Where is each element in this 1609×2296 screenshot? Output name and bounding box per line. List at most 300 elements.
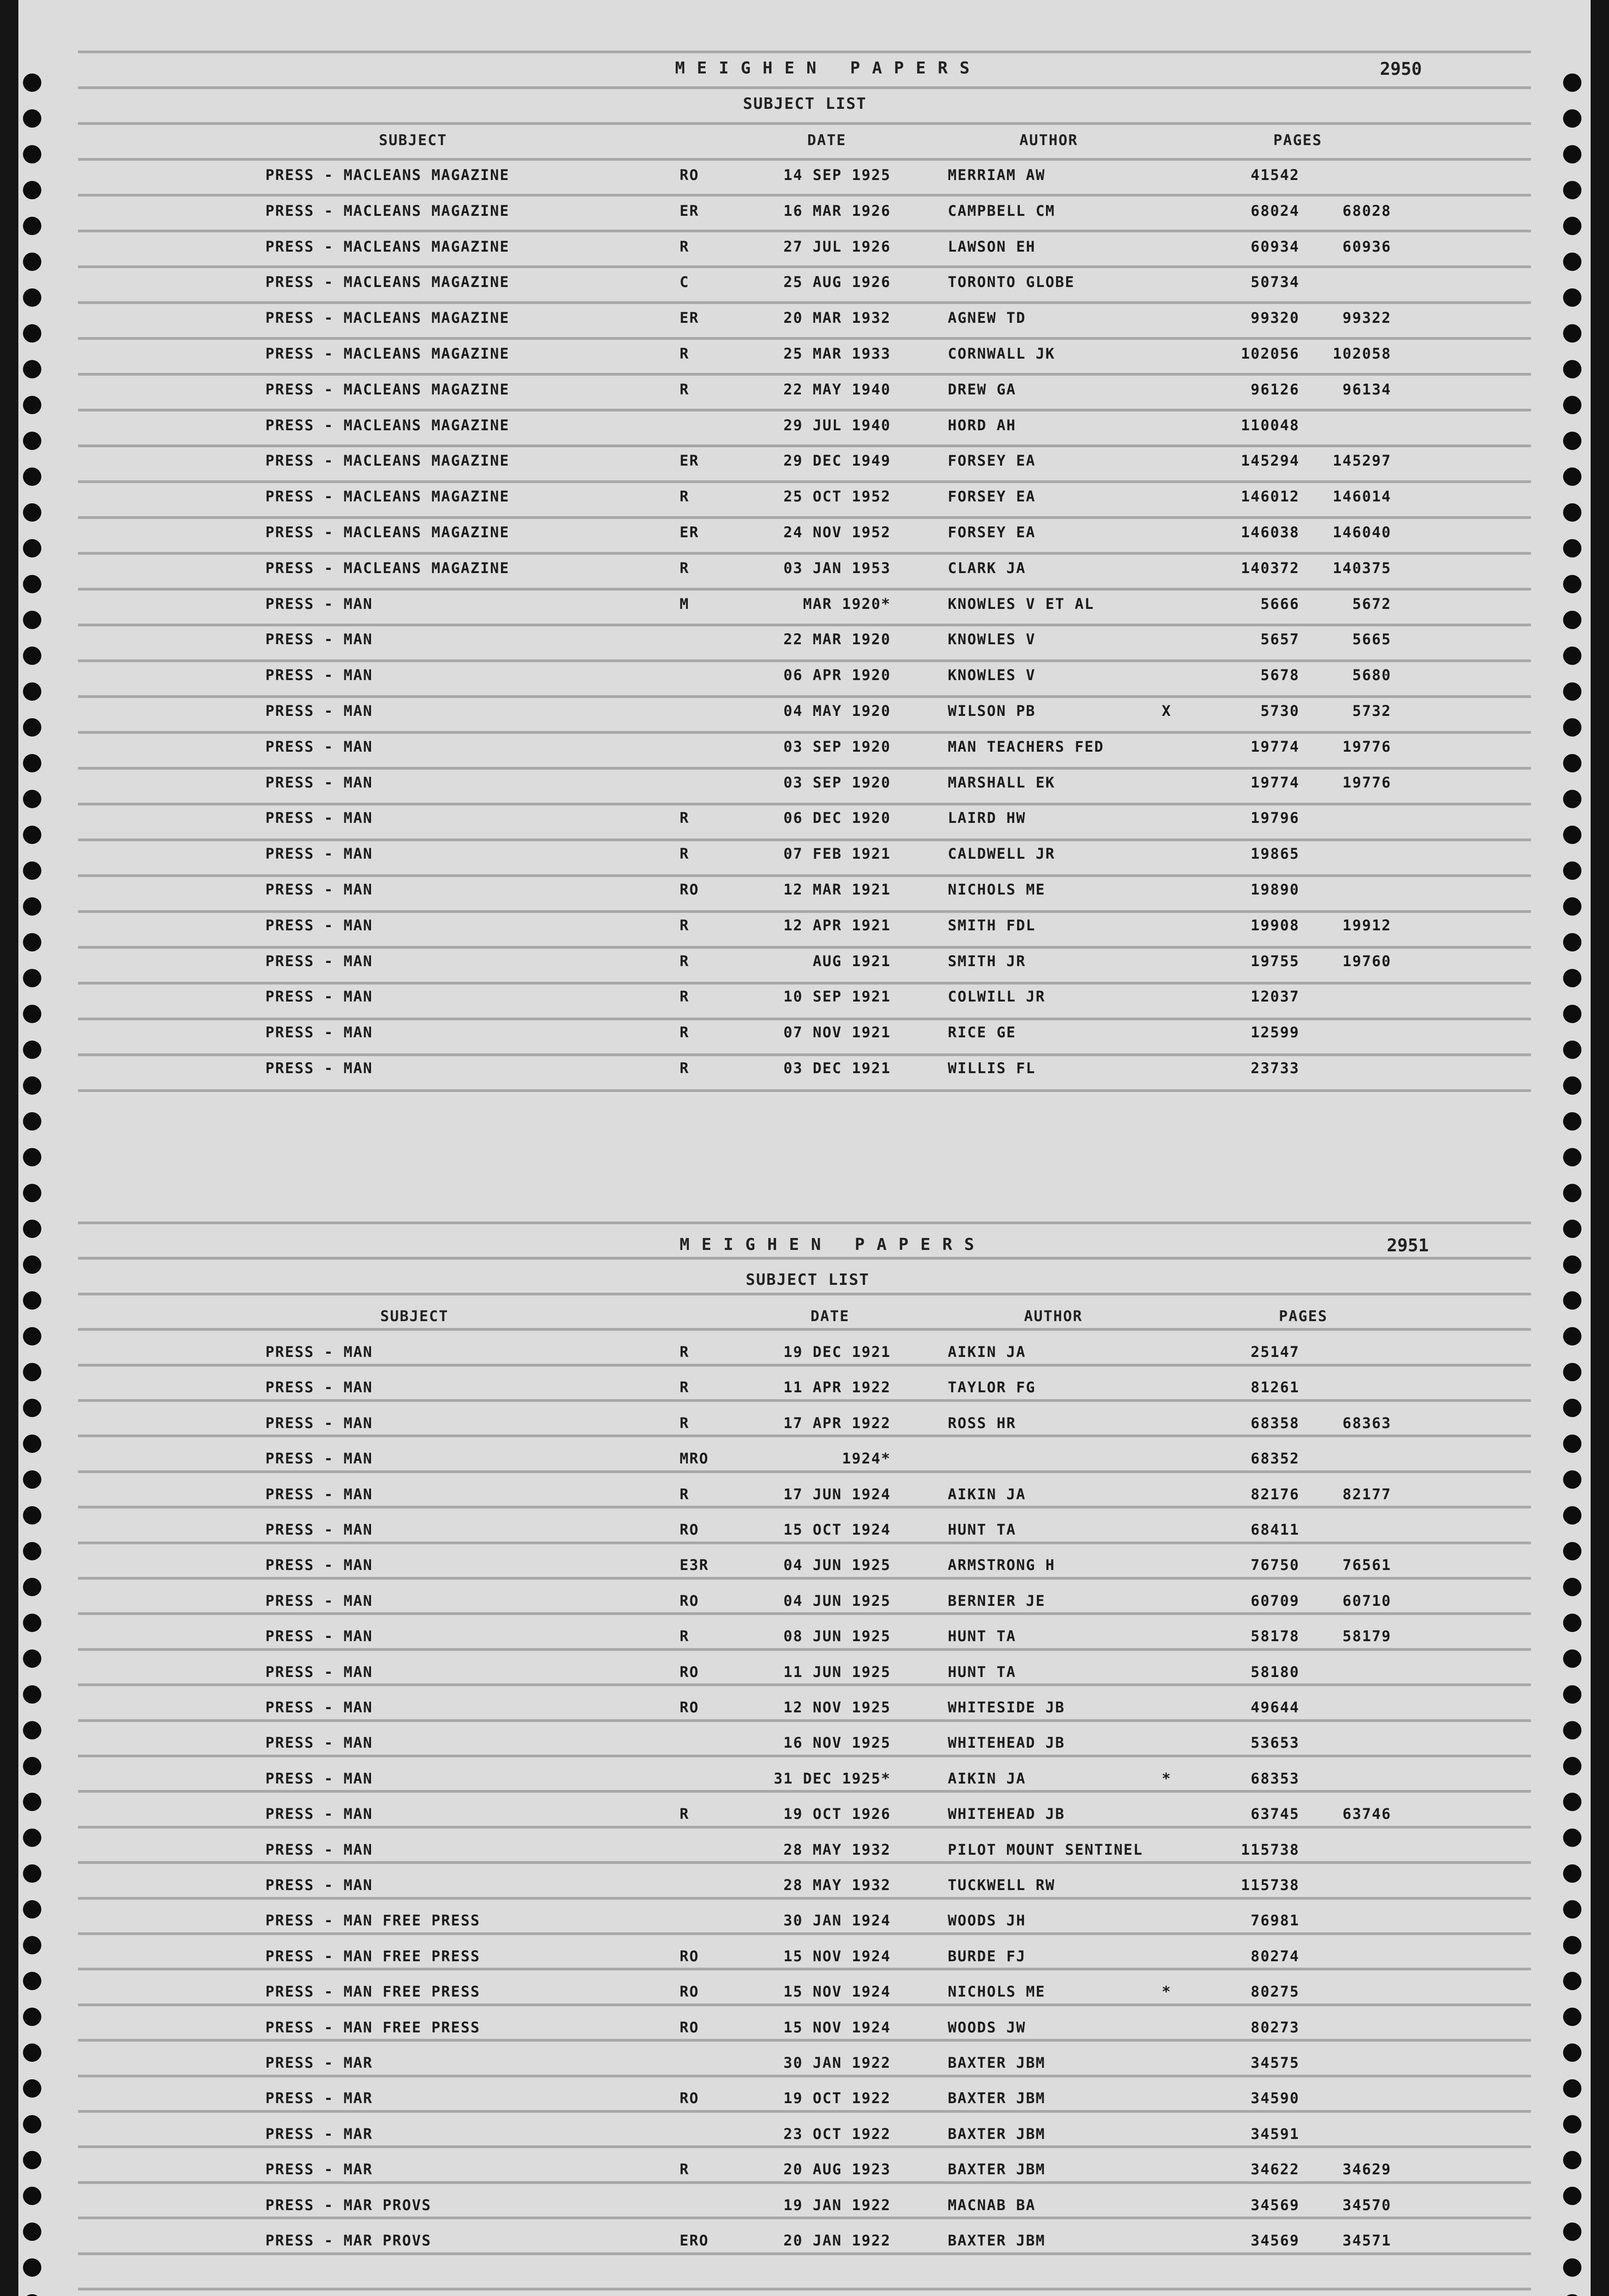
code-cell: R — [680, 1059, 690, 1077]
date-cell: 25 OCT 1952 — [783, 488, 891, 506]
author-cell: KNOWLES V — [948, 666, 1036, 684]
date-cell: 16 NOV 1925 — [783, 1734, 891, 1752]
author-cell: KNOWLES V — [948, 630, 1036, 648]
header-pages: PAGES — [1279, 1307, 1328, 1325]
page-start-cell: 60934 — [1250, 237, 1300, 255]
subject-cell: PRESS - MAN — [265, 988, 373, 1006]
header-date: DATE — [807, 131, 847, 149]
date-cell: 19 OCT 1926 — [783, 1805, 891, 1823]
page-end-cell: 140375 — [1333, 559, 1391, 577]
page-start-cell: 96126 — [1250, 380, 1300, 398]
table-row — [18, 809, 1591, 845]
subject-cell: PRESS - MAN — [265, 1379, 373, 1396]
header-author: AUTHOR — [1019, 131, 1078, 149]
page-start-cell: 99320 — [1250, 309, 1300, 327]
table-row — [18, 559, 1591, 595]
table-row — [18, 1770, 1591, 1806]
author-cell: RICE GE — [948, 1024, 1016, 1041]
tractor-hole-icon — [23, 1112, 41, 1131]
page-start-cell: 25147 — [1250, 1343, 1300, 1361]
page-start-cell: 19865 — [1250, 845, 1300, 863]
subject-cell: PRESS - MACLEANS MAGAZINE — [265, 345, 510, 362]
table-row — [18, 2019, 1591, 2054]
subject-cell: PRESS - MAN — [265, 1414, 373, 1432]
author-cell: CALDWELL JR — [948, 845, 1055, 863]
code-cell: ER — [680, 202, 699, 219]
date-cell: 12 NOV 1925 — [783, 1699, 891, 1716]
date-cell: 29 JUL 1940 — [783, 416, 891, 434]
code-cell: RO — [680, 1592, 699, 1609]
page-start-cell: 102056 — [1241, 345, 1300, 362]
tractor-hole-icon — [23, 109, 41, 128]
tractor-hole-icon — [1563, 145, 1581, 163]
table-row — [18, 1486, 1591, 1521]
subject-cell: PRESS - MAR — [265, 2125, 373, 2143]
page-end-cell: 146040 — [1333, 523, 1391, 541]
table-row — [18, 1947, 1591, 1983]
page-start-cell: 19908 — [1250, 916, 1300, 934]
author-cell: KNOWLES V ET AL — [948, 595, 1094, 613]
mark-cell: * — [1162, 1769, 1172, 1787]
subject-cell: PRESS - MAR PROVS — [265, 2196, 432, 2214]
subject-cell: PRESS - MACLEANS MAGAZINE — [265, 202, 510, 219]
code-cell: R — [680, 1627, 690, 1645]
code-cell: RO — [680, 166, 699, 184]
subject-cell: PRESS - MAN — [265, 737, 373, 755]
table-row — [18, 1805, 1591, 1841]
page-end-cell: 63746 — [1342, 1805, 1391, 1823]
form-rule — [78, 1328, 1531, 1331]
date-cell: 28 MAY 1932 — [783, 1840, 891, 1858]
subject-cell: PRESS - MACLEANS MAGAZINE — [265, 380, 510, 398]
table-row — [18, 1876, 1591, 1912]
form-rule — [78, 122, 1531, 125]
code-cell: R — [680, 845, 690, 863]
tractor-hole-icon — [1563, 1148, 1581, 1166]
author-cell: AIKIN JA — [948, 1343, 1026, 1361]
table-row — [18, 1024, 1591, 1059]
table-row — [18, 1414, 1591, 1450]
form-rule — [78, 1257, 1531, 1260]
date-cell: 22 MAY 1940 — [783, 380, 891, 398]
sheet-title: MEIGHEN PAPERS — [680, 1235, 986, 1254]
microfilm-page — [18, 0, 1591, 2296]
code-cell: R — [680, 916, 690, 934]
tractor-hole-icon — [23, 1220, 41, 1238]
page-end-cell: 5680 — [1352, 666, 1391, 684]
form-rule — [78, 158, 1531, 161]
author-cell: TUCKWELL RW — [948, 1876, 1055, 1894]
date-cell: 30 JAN 1922 — [783, 2054, 891, 2071]
form-rule — [78, 1293, 1531, 1295]
table-row — [18, 1734, 1591, 1770]
author-cell: ROSS HR — [948, 1414, 1016, 1432]
date-cell: 17 APR 1922 — [783, 1414, 891, 1432]
table-row — [18, 1699, 1591, 1734]
form-rule — [78, 1221, 1531, 1224]
author-cell: BAXTER JBM — [948, 2125, 1046, 2143]
date-cell: 06 DEC 1920 — [783, 809, 891, 827]
date-cell: 03 SEP 1920 — [783, 737, 891, 755]
tractor-hole-icon — [1563, 1220, 1581, 1238]
page-start-cell: 5657 — [1260, 630, 1300, 648]
subject-cell: PRESS - MAN — [265, 666, 373, 684]
date-cell: AUG 1921 — [812, 952, 891, 970]
page-start-cell: 146012 — [1241, 488, 1300, 506]
date-cell: 19 OCT 1922 — [783, 2089, 891, 2107]
date-cell: 14 SEP 1925 — [783, 166, 891, 184]
code-cell: R — [680, 488, 690, 506]
author-cell: AIKIN JA — [948, 1485, 1026, 1503]
page-end-cell: 68363 — [1342, 1414, 1391, 1432]
page-start-cell: 76981 — [1250, 1912, 1300, 1930]
header-subject: SUBJECT — [380, 1307, 449, 1325]
table-row — [18, 2089, 1591, 2125]
page-start-cell: 68024 — [1250, 202, 1300, 219]
code-cell: RO — [680, 2018, 699, 2036]
table-row — [18, 416, 1591, 452]
tractor-hole-icon — [23, 1184, 41, 1202]
tractor-hole-icon — [23, 1148, 41, 1166]
date-cell: MAR 1920* — [803, 595, 891, 613]
table-row — [18, 702, 1591, 738]
author-cell: FORSEY EA — [948, 488, 1036, 506]
table-row — [18, 1663, 1591, 1699]
tractor-hole-icon — [23, 1291, 41, 1310]
page-end-cell: 102058 — [1333, 345, 1391, 362]
date-cell: 04 JUN 1925 — [783, 1592, 891, 1609]
form-rule — [78, 2288, 1531, 2290]
code-cell: ER — [680, 452, 699, 470]
date-cell: 04 MAY 1920 — [783, 702, 891, 720]
table-row — [18, 1059, 1591, 1095]
table-row — [18, 1556, 1591, 1592]
page-end-cell: 19760 — [1342, 952, 1391, 970]
subject-cell: PRESS - MAN — [265, 595, 373, 613]
subject-cell: PRESS - MAN — [265, 1521, 373, 1538]
table-row — [18, 774, 1591, 810]
page-start-cell: 50734 — [1250, 273, 1300, 291]
author-cell: PILOT MOUNT SENTINEL — [948, 1840, 1143, 1858]
author-cell: SMITH JR — [948, 952, 1026, 970]
date-cell: 03 DEC 1921 — [783, 1059, 891, 1077]
code-cell: RO — [680, 881, 699, 898]
page-end-cell: 5672 — [1352, 595, 1391, 613]
table-row — [18, 952, 1591, 988]
subject-cell: PRESS - MACLEANS MAGAZINE — [265, 237, 510, 255]
author-cell: BAXTER JBM — [948, 2089, 1046, 2107]
code-cell: RO — [680, 1983, 699, 2001]
page-start-cell: 60709 — [1250, 1592, 1300, 1609]
author-cell: COLWILL JR — [948, 988, 1046, 1006]
table-row — [18, 988, 1591, 1024]
page-start-cell: 68358 — [1250, 1414, 1300, 1432]
page-end-cell: 82177 — [1342, 1485, 1391, 1503]
page-start-cell: 34591 — [1250, 2125, 1300, 2143]
page-start-cell: 23733 — [1250, 1059, 1300, 1077]
subject-cell: PRESS - MAN — [265, 773, 373, 791]
subject-cell: PRESS - MAN — [265, 1024, 373, 1041]
author-cell: WHITEHEAD JB — [948, 1805, 1065, 1823]
author-cell: SMITH FDL — [948, 916, 1036, 934]
page-end-cell: 5665 — [1352, 630, 1391, 648]
author-cell: NICHOLS ME — [948, 1983, 1046, 2001]
table-row — [18, 345, 1591, 381]
date-cell: 11 APR 1922 — [783, 1379, 891, 1396]
page-start-cell: 146038 — [1241, 523, 1300, 541]
page-end-cell: 58179 — [1342, 1627, 1391, 1645]
page-end-cell: 34629 — [1342, 2161, 1391, 2178]
tractor-hole-icon — [23, 73, 41, 92]
page-end-cell: 34571 — [1342, 2232, 1391, 2249]
page-end-cell: 34570 — [1342, 2196, 1391, 2214]
author-cell: AGNEW TD — [948, 309, 1026, 327]
subject-cell: PRESS - MAN — [265, 1805, 373, 1823]
tractor-hole-icon — [1563, 1255, 1581, 1274]
table-row — [18, 523, 1591, 559]
code-cell: RO — [680, 1947, 699, 1965]
page-end-cell: 146014 — [1333, 488, 1391, 506]
page-start-cell: 82176 — [1250, 1485, 1300, 1503]
table-row — [18, 845, 1591, 881]
code-cell: R — [680, 559, 690, 577]
date-cell: 19 DEC 1921 — [783, 1343, 891, 1361]
date-cell: 22 MAR 1920 — [783, 630, 891, 648]
author-cell: WHITESIDE JB — [948, 1699, 1065, 1716]
date-cell: 1924* — [842, 1450, 891, 1468]
code-cell: R — [680, 2161, 690, 2178]
date-cell: 23 OCT 1922 — [783, 2125, 891, 2143]
page-start-cell: 140372 — [1241, 559, 1300, 577]
author-cell: HUNT TA — [948, 1663, 1016, 1681]
date-cell: 15 OCT 1924 — [783, 1521, 891, 1538]
page-start-cell: 63745 — [1250, 1805, 1300, 1823]
date-cell: 15 NOV 1924 — [783, 1947, 891, 1965]
date-cell: 25 AUG 1926 — [783, 273, 891, 291]
date-cell: 12 MAR 1921 — [783, 881, 891, 898]
table-row — [18, 630, 1591, 666]
page-start-cell: 34575 — [1250, 2054, 1300, 2071]
date-cell: 27 JUL 1926 — [783, 237, 891, 255]
author-cell: BURDE FJ — [948, 1947, 1026, 1965]
code-cell: MRO — [680, 1450, 709, 1468]
date-cell: 03 SEP 1920 — [783, 773, 891, 791]
subject-cell: PRESS - MAN — [265, 1627, 373, 1645]
code-cell: C — [680, 273, 690, 291]
date-cell: 29 DEC 1949 — [783, 452, 891, 470]
author-cell: BERNIER JE — [948, 1592, 1046, 1609]
code-cell: R — [680, 1485, 690, 1503]
author-cell: NICHOLS ME — [948, 881, 1046, 898]
page-end-cell: 60710 — [1342, 1592, 1391, 1609]
date-cell: 19 JAN 1922 — [783, 2196, 891, 2214]
table-row — [18, 738, 1591, 774]
table-row — [18, 309, 1591, 345]
date-cell: 17 JUN 1924 — [783, 1485, 891, 1503]
table-row — [18, 2161, 1591, 2196]
mark-cell: * — [1162, 1983, 1172, 2001]
page-start-cell: 34590 — [1250, 2089, 1300, 2107]
page-start-cell: 115738 — [1241, 1876, 1300, 1894]
date-cell: 20 AUG 1923 — [783, 2161, 891, 2178]
header-pages: PAGES — [1273, 131, 1322, 149]
subject-cell: PRESS - MAN — [265, 1343, 373, 1361]
tractor-hole-icon — [1563, 1291, 1581, 1310]
code-cell: RO — [680, 1699, 699, 1716]
page-end-cell: 5732 — [1352, 702, 1391, 720]
page-start-cell: 68411 — [1250, 1521, 1300, 1538]
page-start-cell: 81261 — [1250, 1379, 1300, 1396]
subject-cell: PRESS - MAN — [265, 1059, 373, 1077]
author-cell: WOODS JW — [948, 2018, 1026, 2036]
author-cell: CAMPBELL CM — [948, 202, 1055, 219]
page-start-cell: 49644 — [1250, 1699, 1300, 1716]
author-cell: TORONTO GLOBE — [948, 273, 1075, 291]
code-cell: R — [680, 988, 690, 1006]
code-cell: R — [680, 1343, 690, 1361]
tractor-hole-icon — [1563, 73, 1581, 92]
tractor-hole-icon — [23, 1327, 41, 1345]
date-cell: 25 MAR 1933 — [783, 345, 891, 362]
table-row — [18, 917, 1591, 952]
subject-cell: PRESS - MAN — [265, 630, 373, 648]
subject-cell: PRESS - MAN — [265, 1556, 373, 1574]
page-start-cell: 34622 — [1250, 2161, 1300, 2178]
page-end-cell: 145297 — [1333, 452, 1391, 470]
code-cell: R — [680, 345, 690, 362]
code-cell: R — [680, 380, 690, 398]
subject-cell: PRESS - MAN — [265, 1663, 373, 1681]
date-cell: 10 SEP 1921 — [783, 988, 891, 1006]
tractor-hole-icon — [23, 145, 41, 163]
header-date: DATE — [810, 1307, 850, 1325]
subject-cell: PRESS - MAN — [265, 809, 373, 827]
subject-cell: PRESS - MAN — [265, 1592, 373, 1609]
page-start-cell: 5666 — [1260, 595, 1300, 613]
page-start-cell: 80273 — [1250, 2018, 1300, 2036]
page-start-cell: 68353 — [1250, 1769, 1300, 1787]
date-cell: 15 NOV 1924 — [783, 1983, 891, 2001]
page-start-cell: 12599 — [1250, 1024, 1300, 1041]
author-cell: LAIRD HW — [948, 809, 1026, 827]
table-row — [18, 2196, 1591, 2232]
page-end-cell: 19776 — [1342, 737, 1391, 755]
table-row — [18, 2232, 1591, 2268]
author-cell: FORSEY EA — [948, 523, 1036, 541]
table-row — [18, 488, 1591, 523]
subject-cell: PRESS - MAR — [265, 2161, 373, 2178]
tractor-hole-icon — [1563, 2294, 1581, 2296]
table-row — [18, 1521, 1591, 1557]
page-start-cell: 68352 — [1250, 1450, 1300, 1468]
author-cell: CORNWALL JK — [948, 345, 1055, 362]
form-rule — [78, 86, 1531, 89]
header-subject: SUBJECT — [379, 131, 447, 149]
table-row — [18, 666, 1591, 702]
table-row — [18, 1627, 1591, 1663]
page-start-cell: 34569 — [1250, 2232, 1300, 2249]
page-start-cell: 19774 — [1250, 737, 1300, 755]
table-row — [18, 2125, 1591, 2161]
subject-list-heading: SUBJECT LIST — [743, 95, 867, 113]
subject-list-heading: SUBJECT LIST — [746, 1271, 870, 1289]
author-cell: WILSON PB — [948, 702, 1036, 720]
date-cell: 20 JAN 1922 — [783, 2232, 891, 2249]
table-row — [18, 1841, 1591, 1877]
subject-cell: PRESS - MAN — [265, 1840, 373, 1858]
page-start-cell: 41542 — [1250, 166, 1300, 184]
page-start-cell: 80275 — [1250, 1983, 1300, 2001]
date-cell: 24 NOV 1952 — [783, 523, 891, 541]
code-cell: M — [680, 595, 690, 613]
date-cell: 06 APR 1920 — [783, 666, 891, 684]
date-cell: 12 APR 1921 — [783, 916, 891, 934]
author-cell: WHITEHEAD JB — [948, 1734, 1065, 1752]
subject-cell: PRESS - MACLEANS MAGAZINE — [265, 416, 510, 434]
subject-cell: PRESS - MACLEANS MAGAZINE — [265, 452, 510, 470]
author-cell: TAYLOR FG — [948, 1379, 1036, 1396]
subject-cell: PRESS - MAR PROVS — [265, 2232, 432, 2249]
page-end-cell: 76561 — [1342, 1556, 1391, 1574]
code-cell: ER — [680, 309, 699, 327]
page-end-cell: 96134 — [1342, 380, 1391, 398]
page-end-cell: 19912 — [1342, 916, 1391, 934]
table-row — [18, 273, 1591, 309]
author-cell: ARMSTRONG H — [948, 1556, 1055, 1574]
page-start-cell: 58180 — [1250, 1663, 1300, 1681]
page-start-cell: 80274 — [1250, 1947, 1300, 1965]
subject-cell: PRESS - MAN FREE PRESS — [265, 1912, 480, 1930]
subject-cell: PRESS - MACLEANS MAGAZINE — [265, 309, 510, 327]
author-cell: HORD AH — [948, 416, 1016, 434]
tractor-hole-icon — [23, 1255, 41, 1274]
subject-cell: PRESS - MACLEANS MAGAZINE — [265, 488, 510, 506]
subject-cell: PRESS - MAN — [265, 1769, 373, 1787]
page-start-cell: 76750 — [1250, 1556, 1300, 1574]
author-cell: HUNT TA — [948, 1627, 1016, 1645]
page-start-cell: 115738 — [1241, 1840, 1300, 1858]
code-cell: RO — [680, 1521, 699, 1538]
author-cell: DREW GA — [948, 380, 1016, 398]
date-cell: 03 JAN 1953 — [783, 559, 891, 577]
page-start-cell: 5678 — [1260, 666, 1300, 684]
subject-cell: PRESS - MAN FREE PRESS — [265, 1947, 480, 1965]
author-cell: MERRIAM AW — [948, 166, 1046, 184]
table-row — [18, 166, 1591, 202]
subject-cell: PRESS - MACLEANS MAGAZINE — [265, 273, 510, 291]
subject-cell: PRESS - MAR — [265, 2089, 373, 2107]
code-cell: RO — [680, 2089, 699, 2107]
page-end-cell: 99322 — [1342, 309, 1391, 327]
table-row — [18, 452, 1591, 488]
tractor-hole-icon — [1563, 1327, 1581, 1345]
date-cell: 07 NOV 1921 — [783, 1024, 891, 1041]
table-row — [18, 238, 1591, 274]
author-cell: BAXTER JBM — [948, 2054, 1046, 2071]
subject-cell: PRESS - MACLEANS MAGAZINE — [265, 559, 510, 577]
page-start-cell: 110048 — [1241, 416, 1300, 434]
subject-cell: PRESS - MAN — [265, 1734, 373, 1752]
date-cell: 20 MAR 1932 — [783, 309, 891, 327]
page-start-cell: 19890 — [1250, 881, 1300, 898]
code-cell: E3R — [680, 1556, 709, 1574]
subject-cell: PRESS - MAN — [265, 1485, 373, 1503]
date-cell: 16 MAR 1926 — [783, 202, 891, 219]
author-cell: CLARK JA — [948, 559, 1026, 577]
page-start-cell: 5730 — [1260, 702, 1300, 720]
date-cell: 08 JUN 1925 — [783, 1627, 891, 1645]
author-cell: MARSHALL EK — [948, 773, 1055, 791]
